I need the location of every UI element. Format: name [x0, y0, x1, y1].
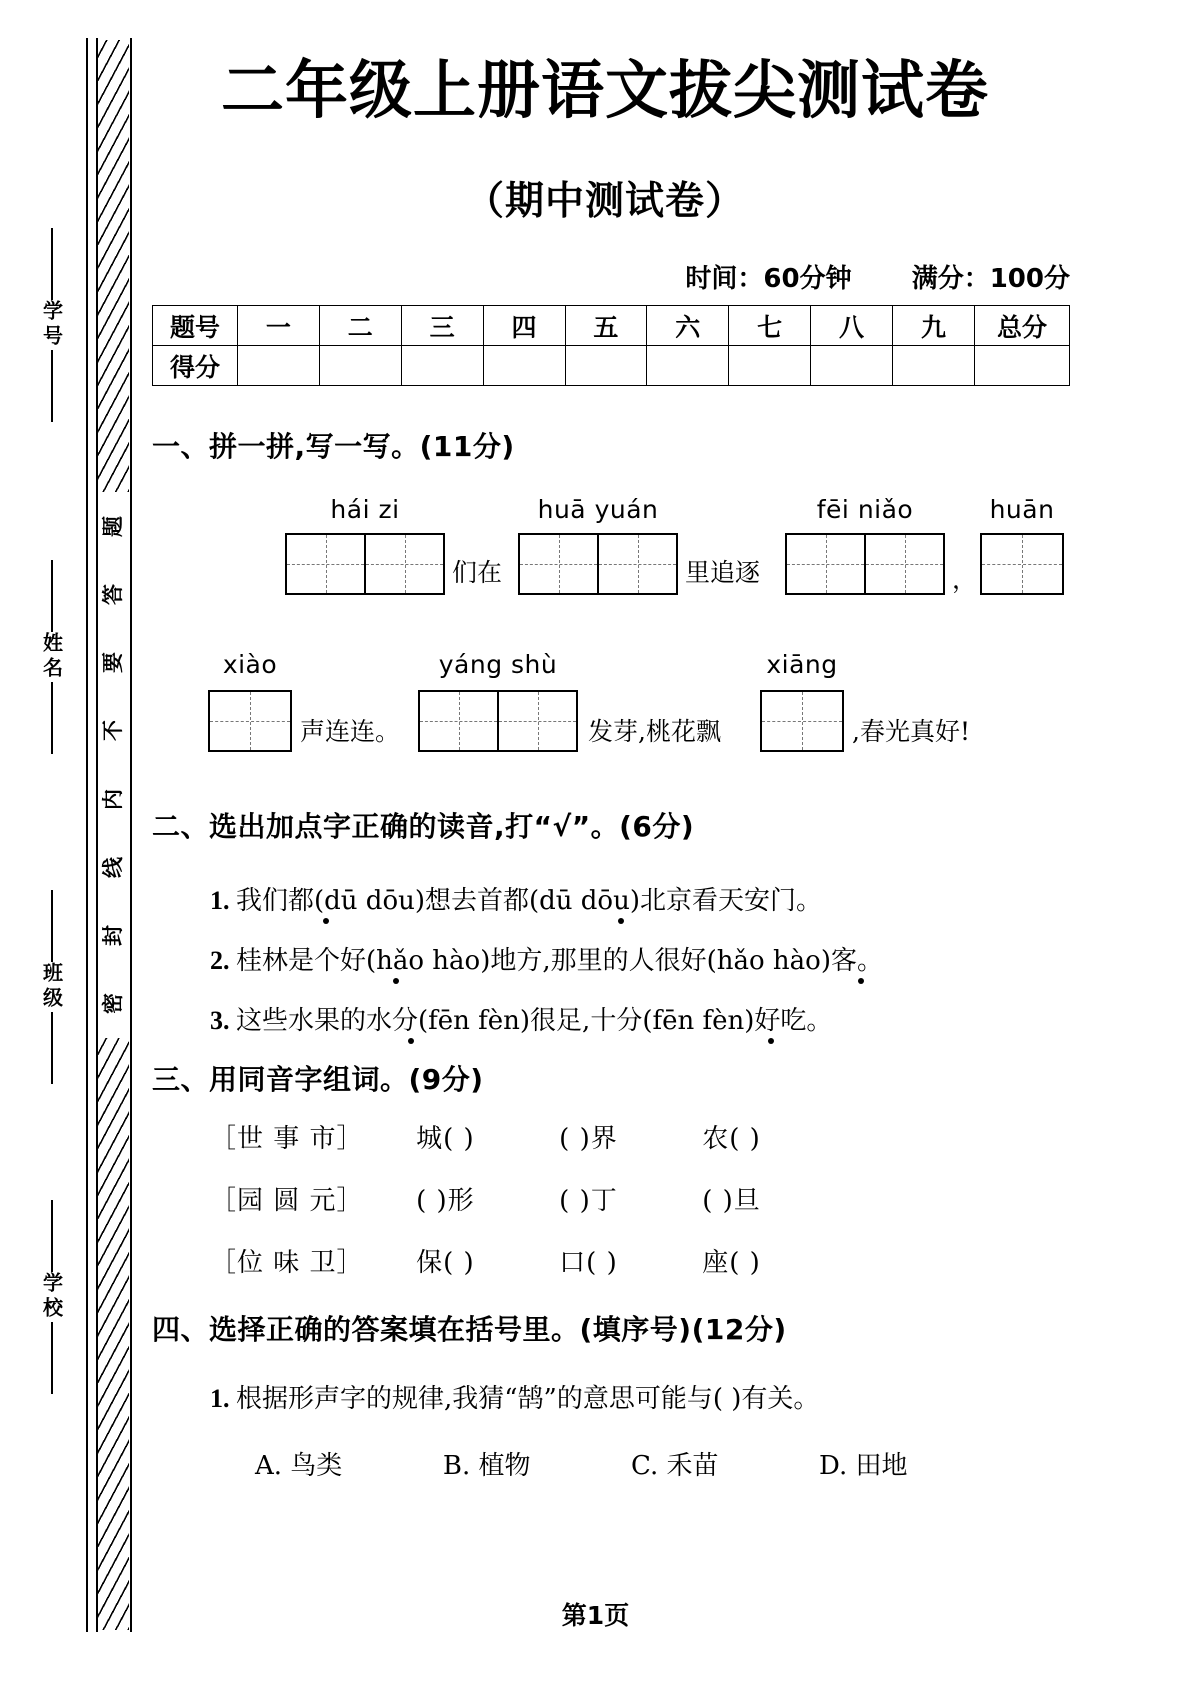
- question-3-heading: 三、用同音字组词。(9分): [152, 1063, 484, 1096]
- homophone-bracket: ［世 事 市］: [210, 1124, 364, 1154]
- question-2-item-2: [210, 940, 883, 977]
- item-number: 2.: [210, 946, 230, 975]
- score-cell-1[interactable]: [238, 346, 320, 386]
- emphasis-dot: [408, 1038, 414, 1044]
- writing-grid-haizi[interactable]: [285, 533, 445, 595]
- seal-char: 线: [101, 856, 125, 878]
- grid-cell[interactable]: [287, 535, 364, 593]
- col-header-4: 四: [483, 306, 565, 346]
- homophone-slot[interactable]: 农( ): [702, 1124, 761, 1154]
- pinyin-xiao: xiào: [222, 650, 278, 679]
- homophone-slot[interactable]: ( )旦: [702, 1186, 761, 1216]
- question-4-item-1: [210, 1378, 819, 1415]
- grid-cell[interactable]: [420, 692, 497, 750]
- total-score-info: 满分：100分: [911, 264, 1070, 294]
- student-name-label: 姓名: [39, 632, 64, 682]
- score-cell-9[interactable]: [893, 346, 975, 386]
- grid-cell[interactable]: [497, 692, 576, 750]
- emphasis-dot: [768, 1038, 774, 1044]
- option-c[interactable]: C. 禾苗: [631, 1451, 719, 1481]
- seal-hatching-bottom: [98, 1038, 129, 1630]
- writing-grid-xiao[interactable]: [208, 690, 292, 752]
- writing-grid-feiniao[interactable]: [785, 533, 945, 595]
- seal-char: 答: [101, 583, 125, 605]
- page-title: 二年级上册语文拔尖测试卷: [221, 54, 989, 127]
- item-number: 3.: [210, 1006, 230, 1035]
- school-label: 学校: [39, 1272, 64, 1322]
- student-id-field[interactable]: [22, 228, 82, 422]
- col-header-6: 六: [647, 306, 729, 346]
- option-b[interactable]: B. 植物: [442, 1451, 531, 1481]
- pinyin-huan: huān: [989, 495, 1055, 524]
- q1b-text-after-2: 发芽,桃花飘: [588, 717, 721, 746]
- question-2-item-3: [210, 1000, 832, 1037]
- emphasis-dot: [323, 918, 329, 924]
- question-3-row-2: [210, 1180, 761, 1217]
- homophone-slot[interactable]: 座( ): [702, 1248, 761, 1278]
- col-header-total: 总分: [975, 306, 1070, 346]
- class-label: 班级: [39, 962, 64, 1012]
- score-cell-5[interactable]: [565, 346, 647, 386]
- field-rule: [51, 1200, 53, 1272]
- emphasis-dot: [393, 978, 399, 984]
- emphasis-dot: [858, 978, 864, 984]
- field-rule: [51, 560, 53, 632]
- exam-meta: [140, 258, 1070, 295]
- seal-char: 不: [101, 720, 125, 742]
- seal-rule-edge: [130, 38, 132, 1632]
- writing-grid-xiang[interactable]: [760, 690, 844, 752]
- grid-cell[interactable]: [982, 535, 1062, 593]
- homophone-bracket: ［园 圆 元］: [210, 1186, 364, 1216]
- q1-text-after-1: 们在: [452, 558, 503, 587]
- score-cell-6[interactable]: [647, 346, 729, 386]
- option-d[interactable]: D. 田地: [819, 1451, 908, 1481]
- question-4-heading: 四、选择正确的答案填在括号里。(填序号)(12分): [152, 1313, 787, 1346]
- homophone-slot[interactable]: 城( ): [416, 1124, 475, 1154]
- grid-cell[interactable]: [210, 692, 290, 750]
- field-rule: [51, 682, 53, 754]
- col-header-7: 七: [729, 306, 811, 346]
- writing-grid-yangshu[interactable]: [418, 690, 578, 752]
- row-label-question-number: 题号: [153, 306, 238, 346]
- row-label-score: 得分: [153, 346, 238, 386]
- col-header-5: 五: [565, 306, 647, 346]
- pinyin-xiang: xiāng: [766, 650, 838, 679]
- page-subtitle: （期中测试卷）: [464, 179, 745, 224]
- pinyin-yangshu: yáng shù: [438, 650, 558, 679]
- seal-char: 题: [101, 515, 125, 537]
- writing-grid-huayuan[interactable]: [518, 533, 678, 595]
- option-a[interactable]: A. 鸟类: [255, 1451, 343, 1481]
- pinyin-huayuan: huā yuán: [537, 495, 659, 524]
- item-text[interactable]: 根据形声字的规律,我猜“鹄”的意思可能与( )有关。: [236, 1384, 820, 1414]
- score-cell-7[interactable]: [729, 346, 811, 386]
- seal-rule-outer: [86, 38, 88, 1632]
- q1b-text-after-1: 声连连。: [300, 717, 401, 746]
- q1-text-after-2: 里追逐: [685, 558, 761, 587]
- question-2-item-1: [210, 880, 822, 917]
- seal-char: 封: [101, 925, 125, 947]
- exam-paper: [140, 0, 1140, 1684]
- grid-cell[interactable]: [787, 535, 864, 593]
- seal-char: 内: [101, 788, 125, 810]
- question-2-heading: 二、选出加点字正确的读音,打“√”。(6分): [152, 810, 695, 843]
- item-text[interactable]: 桂林是个好(hǎo hào)地方,那里的人很好(hǎo hào)客。: [236, 946, 883, 976]
- col-header-9: 九: [893, 306, 975, 346]
- col-header-1: 一: [238, 306, 320, 346]
- sealing-strip: [0, 0, 140, 1684]
- homophone-slot[interactable]: 口( ): [559, 1248, 618, 1278]
- col-header-2: 二: [319, 306, 401, 346]
- question-1-heading: 一、拼一拼,写一写。(11分): [152, 430, 515, 463]
- q1-text-after-3: ，: [952, 565, 978, 594]
- item-number: 1.: [210, 886, 230, 915]
- seal-warning-text: [99, 492, 128, 1038]
- table-row-scores: [153, 346, 1070, 386]
- score-cell-3[interactable]: [401, 346, 483, 386]
- score-cell-total[interactable]: [975, 346, 1070, 386]
- question-3-row-1: [210, 1118, 761, 1155]
- writing-grid-huan[interactable]: [980, 533, 1064, 595]
- item-number: 1.: [210, 1384, 230, 1413]
- field-rule: [51, 228, 53, 300]
- score-cell-8[interactable]: [811, 346, 893, 386]
- table-row-question-numbers: [153, 306, 1070, 346]
- grid-cell[interactable]: [762, 692, 842, 750]
- score-cell-4[interactable]: [483, 346, 565, 386]
- field-rule: [51, 350, 53, 422]
- pinyin-haizi: hái zi: [330, 495, 400, 524]
- homophone-slot[interactable]: ( )丁: [559, 1186, 618, 1216]
- score-cell-2[interactable]: [319, 346, 401, 386]
- question-4-options: [255, 1445, 908, 1482]
- homophone-bracket: ［位 味 卫］: [210, 1248, 364, 1278]
- class-field[interactable]: [22, 890, 82, 1084]
- seal-char: 密: [101, 993, 125, 1015]
- col-header-8: 八: [811, 306, 893, 346]
- grid-cell[interactable]: [864, 535, 943, 593]
- field-rule: [51, 890, 53, 962]
- emphasis-dot: [618, 918, 624, 924]
- student-id-label: 学号: [39, 300, 64, 350]
- seal-hatching-top: [98, 40, 129, 492]
- item-text[interactable]: 这些水果的水分(fēn fèn)很足,十分(fēn fèn)好吃。: [236, 1006, 833, 1036]
- seal-char: 要: [101, 652, 125, 674]
- q1b-text-after-3: ,春光真好!: [852, 717, 970, 746]
- page-footer: [0, 1596, 1191, 1632]
- col-header-3: 三: [401, 306, 483, 346]
- grid-cell[interactable]: [520, 535, 597, 593]
- grid-cell[interactable]: [597, 535, 676, 593]
- item-text[interactable]: 我们都(dū dōu)想去首都(dū dōu)北京看天安门。: [236, 886, 822, 916]
- time-info: 时间：60分钟: [685, 264, 852, 294]
- score-table: [152, 305, 1070, 386]
- homophone-slot[interactable]: ( )形: [416, 1186, 475, 1216]
- field-rule: [51, 1322, 53, 1394]
- grid-cell[interactable]: [364, 535, 443, 593]
- homophone-slot[interactable]: 保( ): [416, 1248, 475, 1278]
- homophone-slot[interactable]: ( )界: [559, 1124, 618, 1154]
- school-field[interactable]: [22, 1200, 82, 1394]
- pinyin-feiniao: fēi niǎo: [816, 495, 914, 524]
- question-3-row-3: [210, 1242, 761, 1279]
- page-number: 第1页: [561, 1601, 630, 1630]
- field-rule: [51, 1012, 53, 1084]
- student-name-field[interactable]: [22, 560, 82, 754]
